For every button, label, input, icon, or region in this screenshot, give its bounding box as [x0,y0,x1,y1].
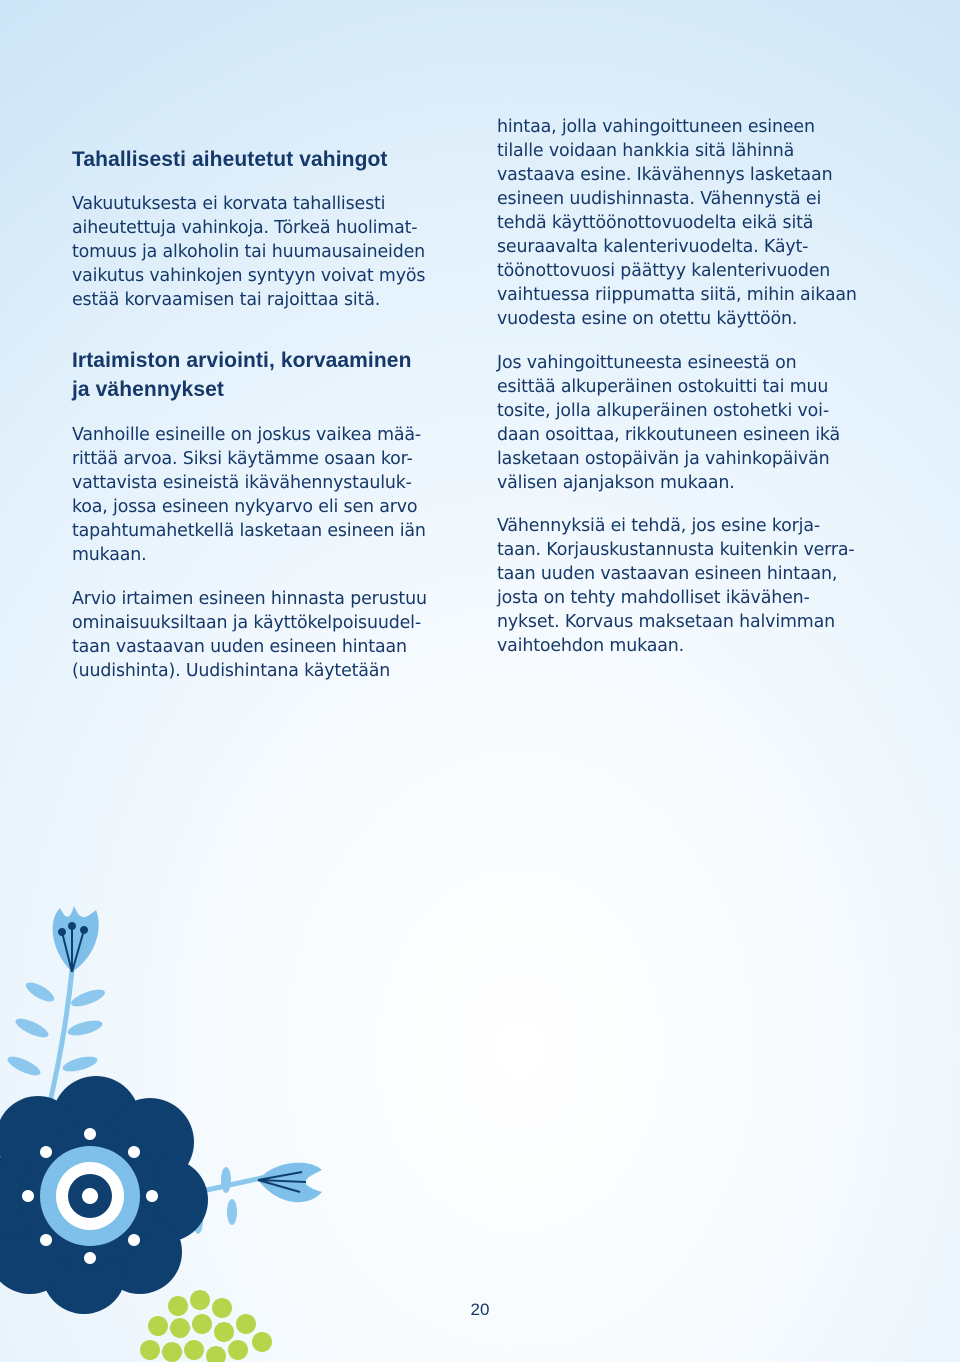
heading-valuation: Irtaimiston arviointi, korvaaminen ja vähennykset [72,349,412,401]
page-number: 20 [470,1300,490,1319]
paragraph-valuation-1: Vanhoille esineille on joskus vaikea mää- rittää arvoa. Siksi käytämme osaan kor- vattavista esineistä ikävähennystauluk- koa, jossa esineen nykyarvo eli sen arvo tapahtumahetkellä lasketaan esineen iän mukaan. [72,425,426,565]
heading-intentional-damages: Tahallisesti aiheutetut vahingot [72,148,388,171]
paragraph-depreciation: hintaa, jolla vahingoittuneen esineen tilalle voidaan hankkia sitä lähinnä vastaava esine. Ikävähennys lasketaan esineen uudishinnasta. Vähennystä ei tehdä käyttöönottovuodelta eikä sitä seuraavalta kalenterivuodelta. Käyt- töönottovuosi päättyy kalenterivuoden vaihtuessa riippumatta siitä, mihin aikaan vuodesta esine on otettu käyttöön. [497,117,857,329]
paragraph-valuation-2: Arvio irtaimen esineen hinnasta perustuu ominaisuuksiltaan ja käyttökelpoisuudel- taan vastaavan uuden esineen hintaan (uudishinta). Uudishintana käytetään [72,589,427,681]
paragraph-receipt: Jos vahingoittuneesta esineestä on esittää alkuperäinen ostokuitti tai muu tosite, jolla alkuperäinen ostohetki voi- daan osoittaa, rikkoutuneen esineen ikä lasketaan ostopäivän ja vahinkopäivän välisen ajanjakson mukaan. [497,353,841,493]
paragraph-repair: Vähennyksiä ei tehdä, jos esine korja- taan. Korjauskustannusta kuitenkin verra- taan uuden vastaavan esineen hintaan, josta on tehty mahdolliset ikävähen- nykset. Korvaus maksetaan halvimman vaihtoehdon mukaan. [497,516,855,656]
side-blue-flower-icon [258,1163,322,1203]
green-dots-icon [140,1290,272,1362]
flower-decoration [0,880,340,1362]
large-dark-flower-icon [0,1076,208,1314]
small-blue-flower-icon [53,906,99,972]
paragraph-intentional-damages: Vakuutuksesta ei korvata tahallisesti aiheutettuja vahinkoja. Törkeä huolimat- tomuus ja alkoholin tai huumausaineiden vaikutus vahinkojen syntyyn voivat myös estää korvaamisen tai rajoittaa sitä. [72,194,426,310]
